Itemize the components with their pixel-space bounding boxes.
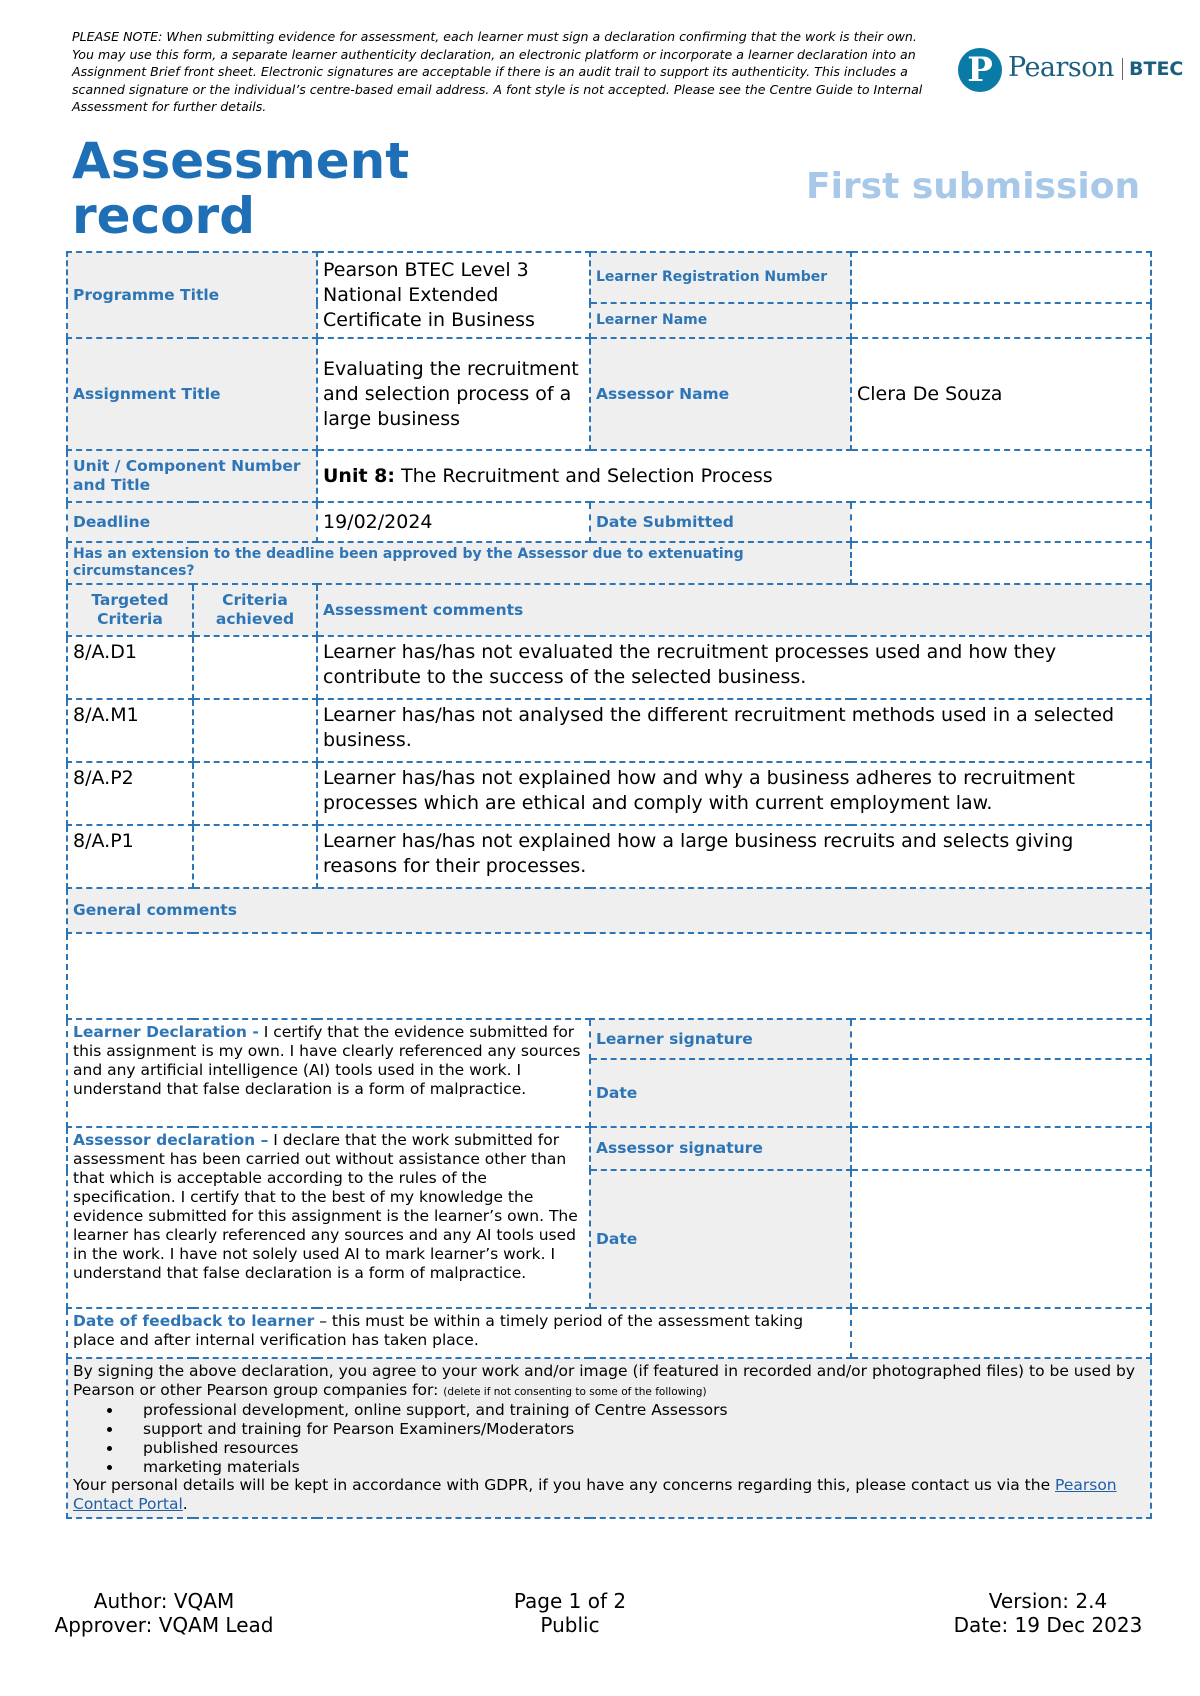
pearson-logo-icon: P (958, 48, 1002, 92)
footer-classification: Public (540, 1613, 600, 1637)
programme-title-value: Pearson BTEC Level 3 National Extended Certificate in Business (317, 252, 590, 338)
pearson-contact-portal-link[interactable]: Pearson Contact Portal (73, 1476, 1117, 1513)
general-comments-label: General comments (67, 888, 1151, 933)
unit-number: Unit 8: (323, 464, 395, 487)
assessor-declaration-heading: Assessor declaration – (73, 1131, 269, 1149)
learner-name-label: Learner Name (590, 303, 851, 338)
gdpr-intro-note: (delete if not consenting to some of the following) (443, 1385, 707, 1398)
date-submitted-label: Date Submitted (590, 502, 851, 542)
gdpr-item: • published resources (123, 1439, 1145, 1458)
gdpr-end: . (182, 1494, 188, 1513)
criteria-comment: Learner has/has not explained how a large business recruits and selects giving reasons for their processes. (317, 825, 1151, 888)
extension-question: Has an extension to the deadline been approved by the Assessor due to extenuating circumstances? (67, 542, 851, 584)
submission-type: First submission (806, 166, 1141, 207)
footer-version: Version: 2.4 (988, 1589, 1108, 1613)
criteria-achieved-field[interactable] (193, 636, 317, 699)
submission-notice: PLEASE NOTE: When submitting evidence for assessment, each learner must sign a declaration confirming that the work is their own. You may use this form, a separate learner authenticity declaration, an electronic platform or incorporate a learner declaration into an Assignment Brief front sheet. Electronic signatures are acceptable if there is an audit trail to support its authenticity. This includes a scanned signature or the individual’s centre-based email address. A font style is not accepted. Please see the Centre Guide to Internal Assessment for further details. (72, 29, 923, 115)
gdpr-item: • professional development, online support, and training of Centre Assessors (123, 1401, 1145, 1420)
logo-pearson-text: Pearson (1008, 52, 1114, 83)
footer-version-block (928, 1589, 1168, 1637)
learner-date-field[interactable] (851, 1059, 1151, 1127)
criteria-achieved-header: Criteria achieved (193, 584, 317, 636)
date-submitted-field[interactable] (851, 502, 1151, 542)
learner-declaration-text: I certify that the evidence submitted for this assignment is my own. I have clearly referenced any sources and any artificial intelligence (AI) tools used in the work. I understand that false declaration is a form of malpractice. (73, 1023, 581, 1098)
footer-author: Author: VQAM (93, 1589, 235, 1613)
assessor-date-label: Date (590, 1170, 851, 1308)
learner-name-field[interactable] (851, 303, 1151, 338)
criteria-achieved-field[interactable] (193, 762, 317, 825)
general-comments-field[interactable] (67, 933, 1151, 1019)
criteria-code: 8/A.M1 (67, 699, 193, 762)
deadline-label: Deadline (67, 502, 317, 542)
learner-signature-label: Learner signature (590, 1019, 851, 1059)
assessment-record-table (66, 251, 1152, 1519)
gdpr-consent (67, 1358, 1151, 1518)
learner-date-label: Date (590, 1059, 851, 1127)
footer-author-block (34, 1589, 294, 1637)
footer-date: Date: 19 Dec 2023 (953, 1613, 1143, 1637)
footer-approver: Approver: VQAM Lead (54, 1613, 274, 1637)
feedback-date-text: – this must be within a timely period of the assessment taking place and after internal verification has taken place. (73, 1312, 804, 1349)
title-line-2: record (72, 187, 256, 245)
criteria-row (67, 825, 1151, 888)
assessor-name-value: Clera De Souza (851, 338, 1151, 450)
criteria-code: 8/A.D1 (67, 636, 193, 699)
logo-btec-text: BTEC (1129, 58, 1184, 80)
unit-value (317, 450, 1151, 502)
criteria-code: 8/A.P1 (67, 825, 193, 888)
title-line-1: Assessment (72, 132, 410, 190)
assessor-declaration-text: I declare that the work submitted for assessment has been carried out without assistance other than that which is acceptable according to the rules of the specification. I certify that to the best of my knowledge the evidence submitted for this assignment is the learner’s own. The learner has clearly referenced any sources and any AI tools used in the work. I have not solely used AI to mark learner’s work. I understand that false declaration is a form of malpractice. (73, 1131, 578, 1282)
targeted-criteria-header: Targeted Criteria (67, 584, 193, 636)
learner-registration-label: Learner Registration Number (590, 252, 851, 303)
criteria-achieved-field[interactable] (193, 699, 317, 762)
criteria-comment: Learner has/has not analysed the different recruitment methods used in a selected business. (317, 699, 1151, 762)
programme-title-label: Programme Title (67, 252, 317, 338)
assessor-name-label: Assessor Name (590, 338, 851, 450)
assessor-declaration (67, 1127, 590, 1308)
criteria-row (67, 699, 1151, 762)
feedback-date-label (67, 1308, 851, 1358)
gdpr-outro: Your personal details will be kept in accordance with GDPR, if you have any concerns regarding this, please contact us via the (73, 1476, 1056, 1495)
learner-signature-field[interactable] (851, 1019, 1151, 1059)
criteria-row (67, 762, 1151, 825)
assignment-title-value: Evaluating the recruitment and selection process of a large business (317, 338, 590, 450)
learner-declaration-heading: Learner Declaration - (73, 1023, 259, 1041)
pearson-btec-logo (958, 46, 1188, 96)
page-title (72, 134, 472, 244)
assessor-date-field[interactable] (851, 1170, 1151, 1308)
learner-registration-field[interactable] (851, 252, 1151, 303)
footer-page-number: Page 1 of 2 (513, 1589, 627, 1613)
learner-declaration (67, 1019, 590, 1127)
criteria-code: 8/A.P2 (67, 762, 193, 825)
assessment-comments-header: Assessment comments (317, 584, 1151, 636)
deadline-value: 19/02/2024 (317, 502, 590, 542)
footer-page-block (460, 1589, 680, 1637)
gdpr-intro: By signing the above declaration, you agree to your work and/or image (if featured in recorded and/or photographed files) to be used by Pearson or other Pearson group companies for: (73, 1362, 1135, 1399)
assignment-title-label: Assignment Title (67, 338, 317, 450)
logo-divider (1122, 58, 1123, 80)
unit-label: Unit / Component Number and Title (67, 450, 317, 502)
gdpr-item: • marketing materials (123, 1458, 1145, 1477)
feedback-date-field[interactable] (851, 1308, 1151, 1358)
gdpr-list (73, 1401, 1145, 1476)
feedback-date-heading: Date of feedback to learner (73, 1312, 315, 1330)
extension-field[interactable] (851, 542, 1151, 584)
criteria-comment: Learner has/has not explained how and why a business adheres to recruitment processes which are ethical and comply with current employment law. (317, 762, 1151, 825)
gdpr-item: • support and training for Pearson Examiners/Moderators (123, 1420, 1145, 1439)
criteria-row (67, 636, 1151, 699)
criteria-comment: Learner has/has not evaluated the recruitment processes used and how they contribute to the success of the selected business. (317, 636, 1151, 699)
assessor-signature-label: Assessor signature (590, 1127, 851, 1170)
criteria-achieved-field[interactable] (193, 825, 317, 888)
assessor-signature-field[interactable] (851, 1127, 1151, 1170)
unit-title: The Recruitment and Selection Process (401, 464, 773, 487)
